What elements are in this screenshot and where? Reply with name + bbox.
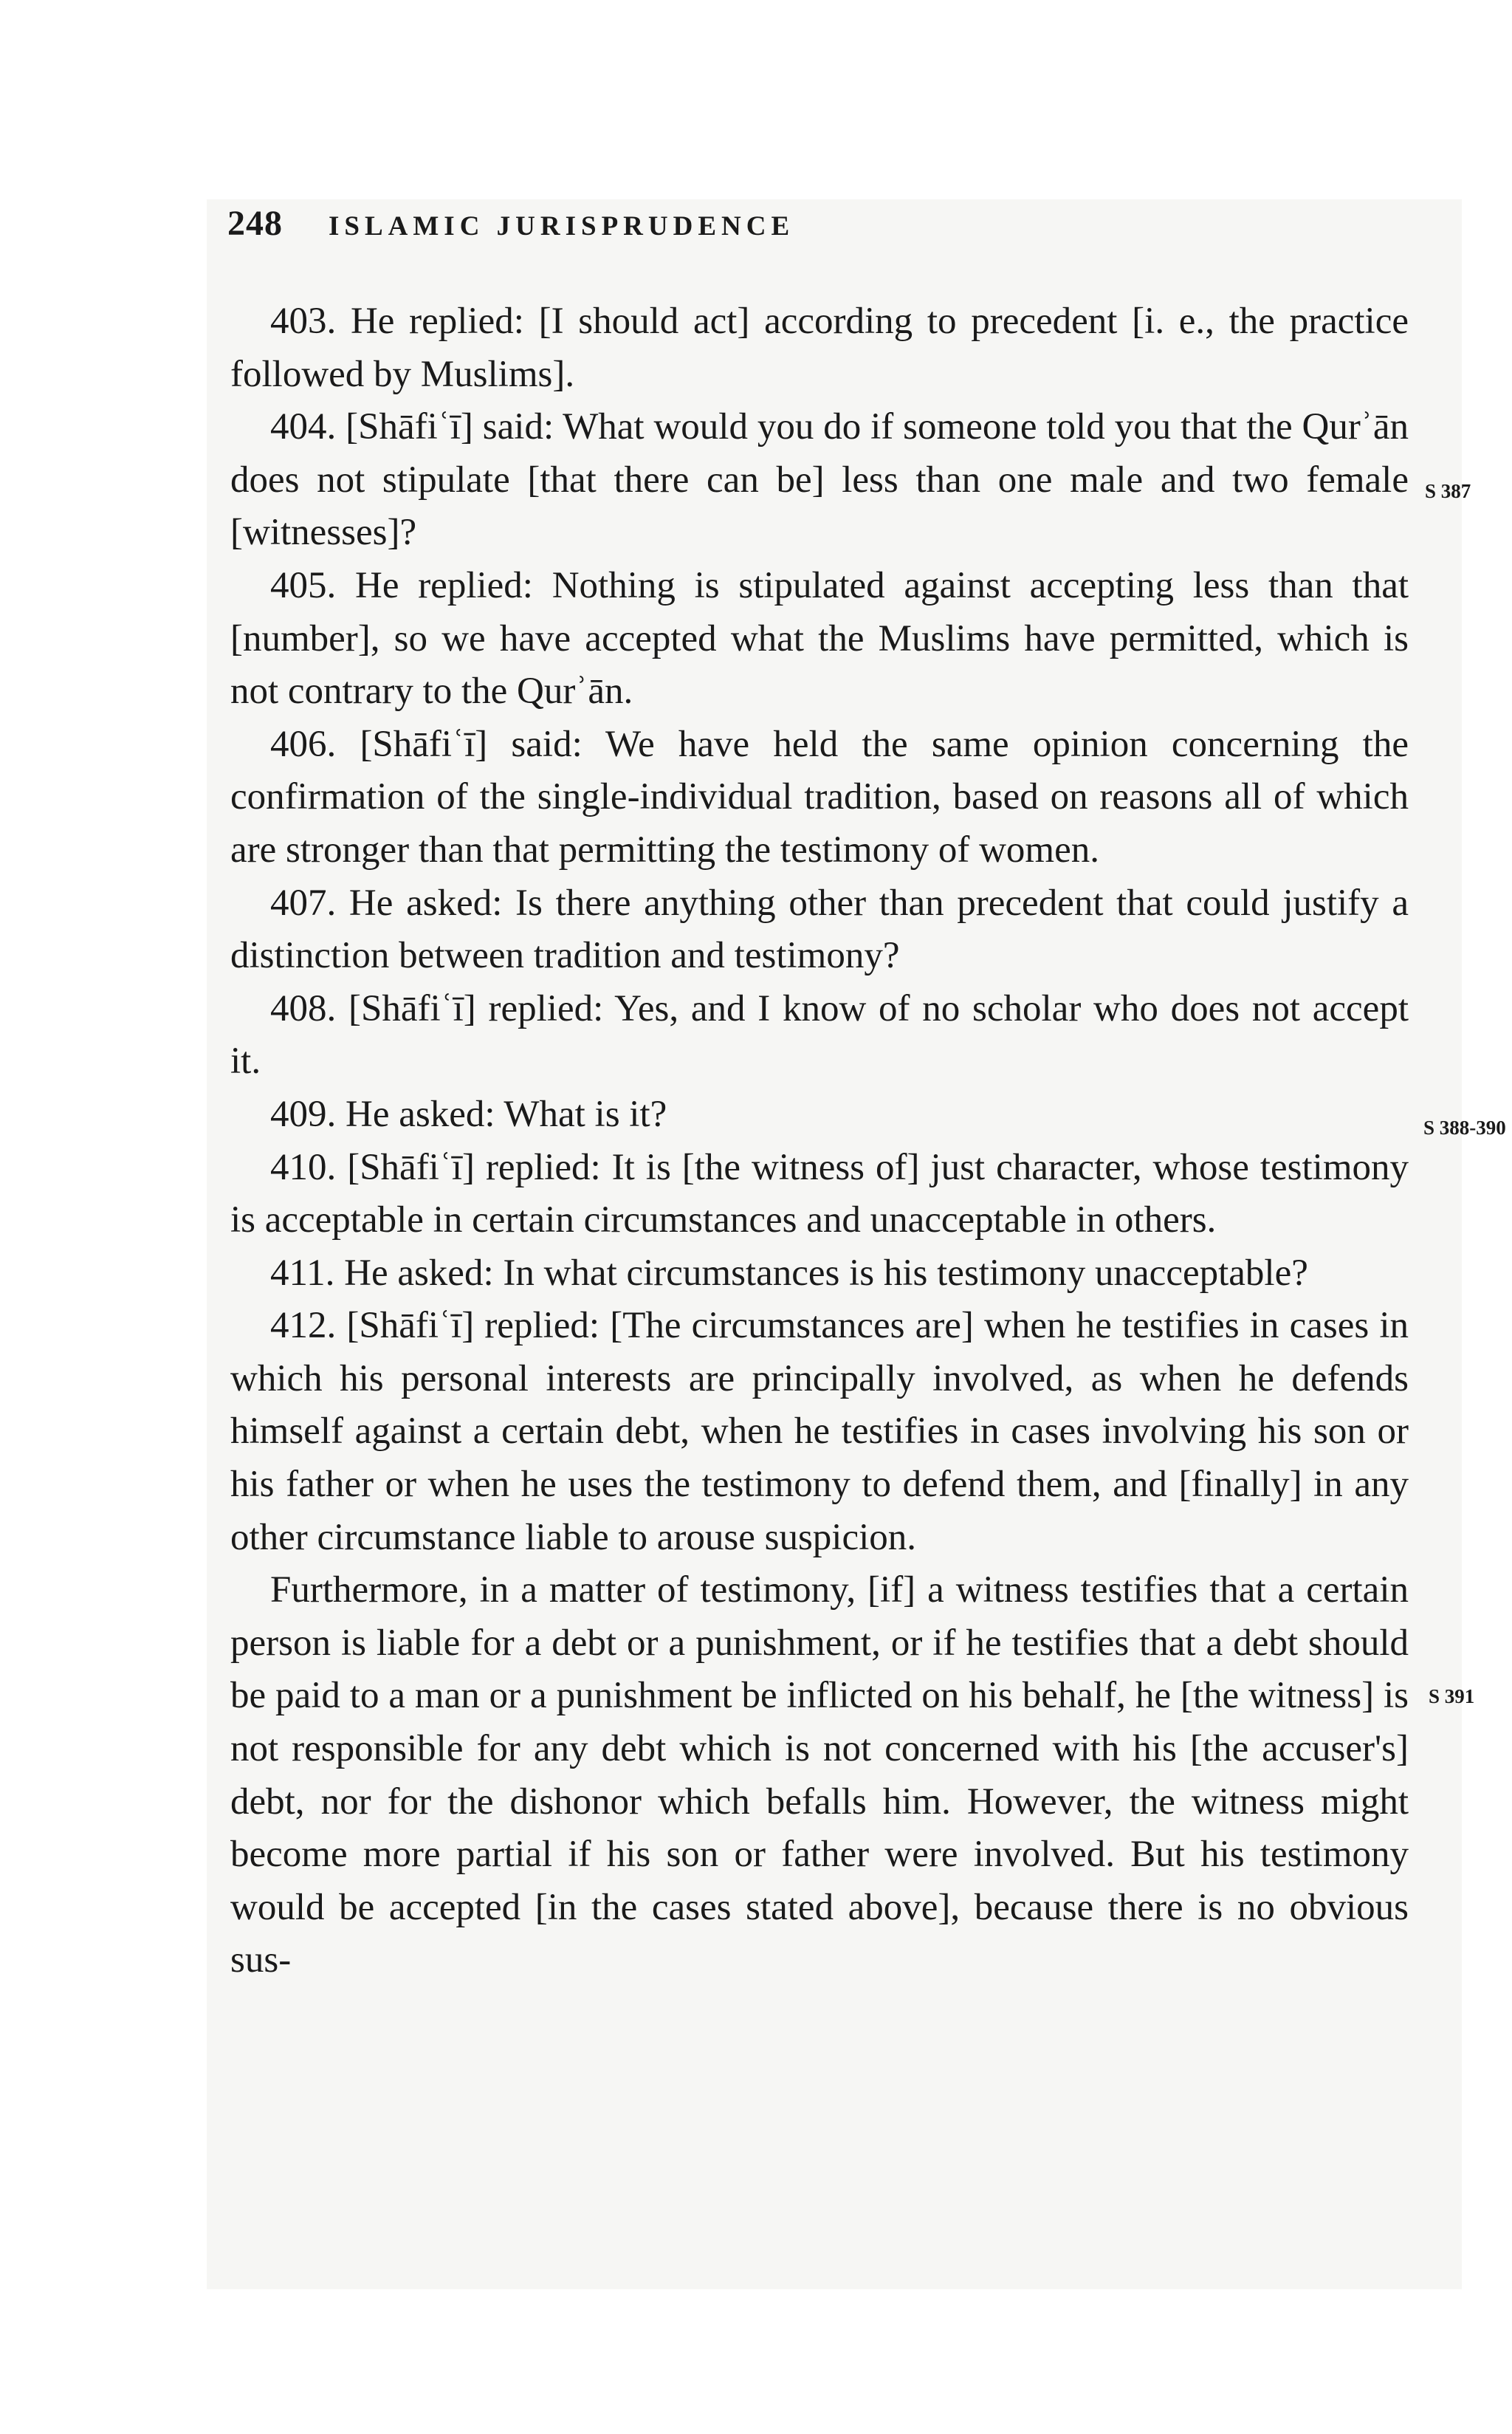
paragraph-405: 405. He replied: Nothing is stipulated against accepting less than that [number], so we have accepted what the Muslims have permitted, which is not contrary to the Qurʾān. xyxy=(230,564,1409,713)
margin-ref-s387: S 387 xyxy=(1425,480,1471,502)
page-number: 248 xyxy=(227,204,283,243)
margin-ref-s391: S 391 xyxy=(1429,1685,1475,1707)
paragraph-404: 404. [Shāfiʿī] said: What would you do if someone told you that the Qurʾān does not stipulate [that there can be] less than one male and two female [witnesses]? xyxy=(230,406,1409,554)
paragraph-410: 410. [Shāfiʿī] replied: It is [the witness of] just character, whose testimony is acceptable in certain circumstances and unacceptable in others. xyxy=(230,1146,1409,1241)
running-title: ISLAMIC JURISPRUDENCE xyxy=(329,211,795,241)
body-text xyxy=(230,295,1409,1987)
paragraph-411: 411. He asked: In what circumstances is his testimony unacceptable? xyxy=(270,1252,1308,1294)
paragraph-409: 409. He asked: What is it? xyxy=(270,1093,667,1135)
paragraph-403: 403. He replied: [I should act] according to precedent [i. e., the practice followed by Muslims]. xyxy=(230,301,1409,395)
page-header xyxy=(227,203,794,262)
paragraph-406: 406. [Shāfiʿī] said: We have held the same opinion concerning the confirmation of the single-individual tradition, based on reasons all of which are stronger than that permitting the testimony of women. xyxy=(230,723,1409,871)
paragraph-furthermore: Furthermore, in a matter of testimony, [if] a witness testifies that a certain person is liable for a debt or a punishment, or if he testifies that a debt should be paid to a man or a punishment be inflicted on his behalf, he [the witness] is not responsible for any debt which is not concerned with his [the accuser's] debt, nor for the dishonor which befalls him. However, the witness might become more partial if his son or father were involved. But his testimony would be accepted [in the cases stated above], because there is no obvious sus- xyxy=(230,1569,1409,1981)
paragraph-408: 408. [Shāfiʿī] replied: Yes, and I know of no scholar who does not accept it. xyxy=(230,987,1409,1083)
margin-ref-s388-390: S 388-390 xyxy=(1423,1117,1506,1139)
paragraph-412: 412. [Shāfiʿī] replied: [The circumstances are] when he testifies in cases in which his personal interests are principally involved, as when he defends himself against a certain debt, when he testifies in cases involving his son or his father or when he uses the testimony to defend them, and [finally] in any other circumstance liable to arouse suspicion. xyxy=(230,1305,1409,1558)
paragraph-407: 407. He asked: Is there anything other than precedent that could justify a distinction between tradition and testimony? xyxy=(230,882,1409,977)
